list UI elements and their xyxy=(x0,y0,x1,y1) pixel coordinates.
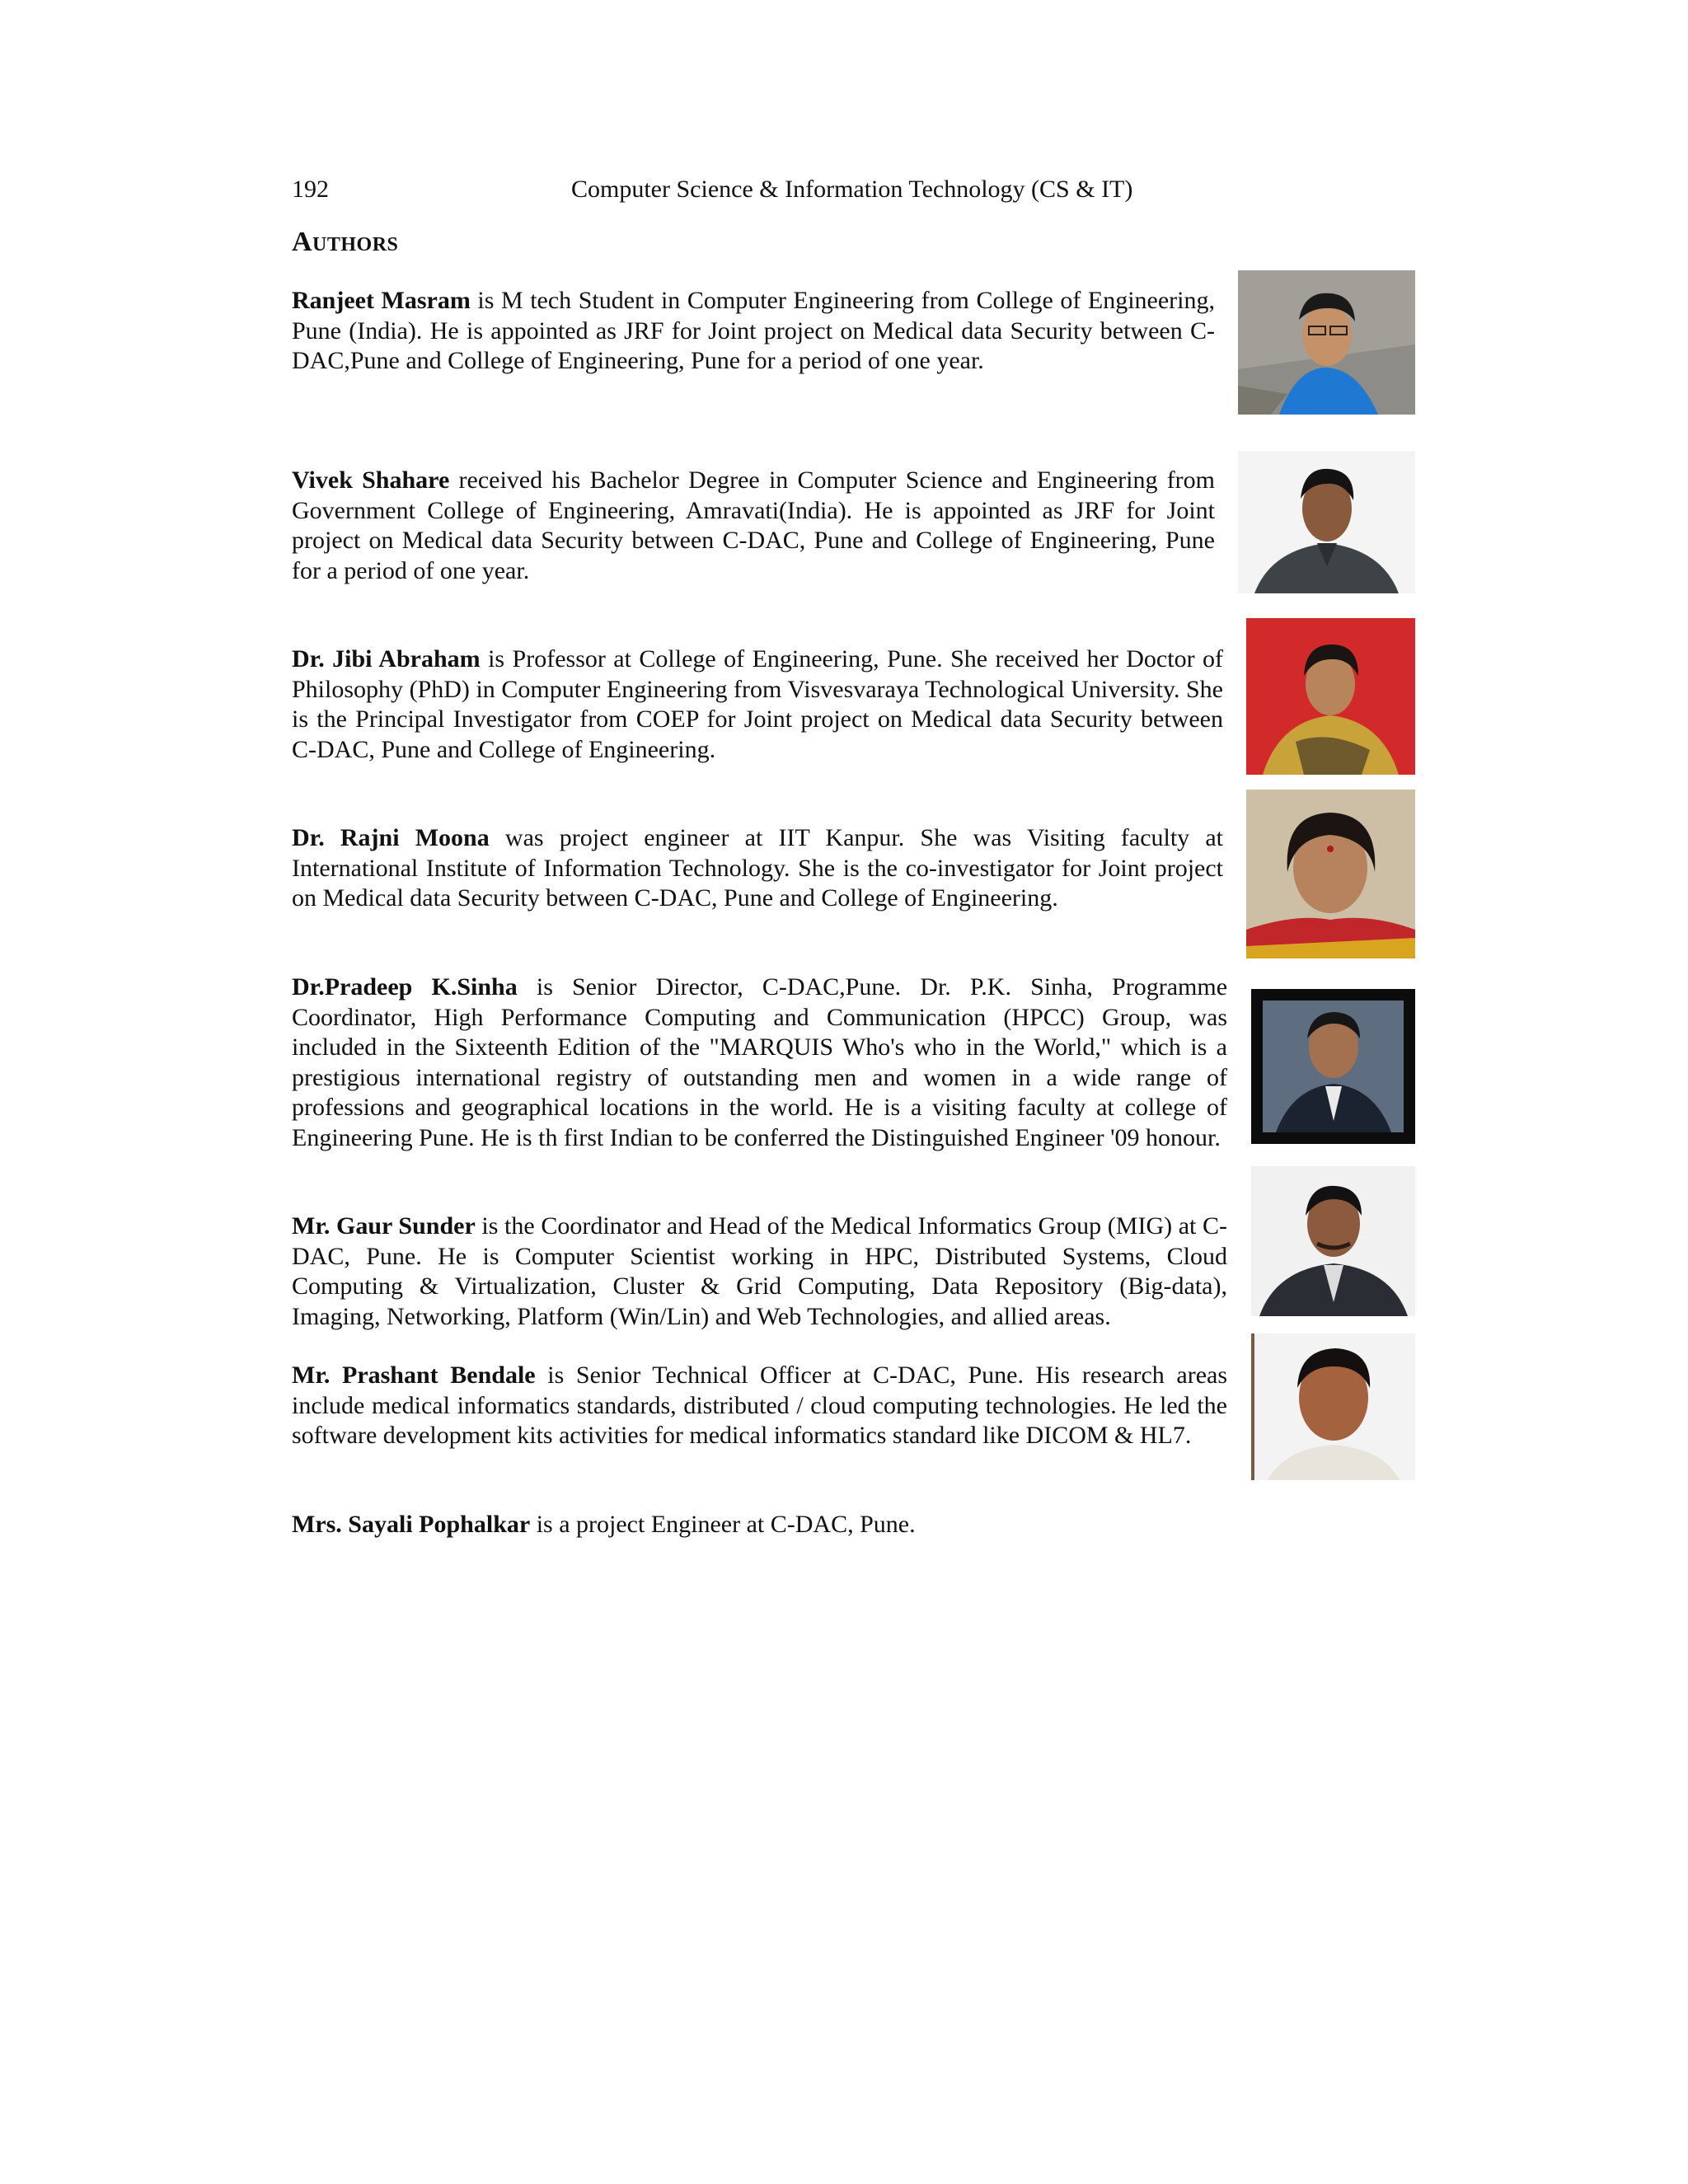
author-name: Ranjeet Masram xyxy=(292,287,471,314)
author-bio-text: is Senior Technical Officer at C-DAC, Pune. His research areas include medical informatics standards, distributed / cloud computing technologies. He led the software development kits activities for medical informatics standard like DICOM & HL7. xyxy=(292,1361,1227,1449)
author-bio-pradeep-sinha xyxy=(292,972,1227,1153)
section-heading: Authors xyxy=(292,227,399,257)
author-name: Dr. Rajni Moona xyxy=(292,824,490,851)
author-bio-prashant-bendale xyxy=(292,1361,1227,1451)
author-photo-prashant-bendale xyxy=(1251,1333,1415,1480)
author-name: Dr. Jibi Abraham xyxy=(292,645,481,673)
author-bio-ranjeet-masram xyxy=(292,286,1215,377)
journal-title: Computer Science & Information Technology (CS & IT) xyxy=(571,176,1133,203)
author-photo-pradeep-sinha xyxy=(1251,989,1415,1144)
page-number: 192 xyxy=(292,176,329,203)
author-name: Dr.Pradeep K.Sinha xyxy=(292,973,518,1001)
author-photo-gaur-sunder xyxy=(1251,1166,1415,1316)
author-photo-vivek-shahare xyxy=(1238,451,1415,593)
author-bio-text: is Professor at College of Engineering, Pune. She received her Doctor of Philosophy (PhD) in Computer Engineering from Visvesvaraya Technological University. She is the Principal Investigator from COEP for Joint project on Medical data Security between C-DAC, Pune and College of Engineering. xyxy=(292,645,1224,763)
author-name: Mr. Gaur Sunder xyxy=(292,1212,476,1240)
author-bio-vivek-shahare xyxy=(292,466,1215,586)
author-bio-jibi-abraham xyxy=(292,644,1223,765)
author-bio-rajni-moona xyxy=(292,823,1223,914)
author-bio-text: is Senior Director, C-DAC,Pune. Dr. P.K. Sinha, Programme Coordinator, High Performance Computing and Communication (HPCC) Group, was included in the Sixteenth Edition of the "MARQUIS Who's who in the World," which is a prestigious international registry of outstanding men and women in a wide range of professions and geographical locations in the world. He is a visiting faculty at college of Engineering Pune. He is th first Indian to be conferred the Distinguished Engineer '09 honour. xyxy=(292,973,1228,1151)
author-bio-gaur-sunder xyxy=(292,1212,1227,1332)
author-photo-jibi-abraham xyxy=(1246,618,1415,775)
author-photo-ranjeet-masram xyxy=(1238,270,1415,415)
author-name: Mrs. Sayali Pophalkar xyxy=(292,1511,531,1538)
author-bio-text: is a project Engineer at C-DAC, Pune. xyxy=(530,1511,916,1538)
author-bio-text: received his Bachelor Degree in Computer Science and Engineering from Government College of Engineering, Amravati(India). He is appointed as JRF for Joint project on Medical data Security between C-DAC, Pune and College of Engineering, Pune for a period of one year. xyxy=(292,466,1216,584)
author-name: Vivek Shahare xyxy=(292,466,450,494)
author-bio-sayali-pophalkar xyxy=(292,1510,1227,1540)
author-photo-rajni-moona xyxy=(1246,790,1415,958)
author-bio-text: is M tech Student in Computer Engineering from College of Engineering, Pune (India). He is appointed as JRF for Joint project on Medical data Security between C-DAC,Pune and College of Engineering, Pune for a period of one year. xyxy=(292,287,1215,374)
author-name: Mr. Prashant Bendale xyxy=(292,1361,536,1389)
author-bio-text: was project engineer at IIT Kanpur. She was Visiting faculty at International Institute of Information Technology. She is the co-investigator for Joint project on Medical data Security between C-DAC, Pune and College of Engineering. xyxy=(292,824,1223,912)
author-bio-text: is the Coordinator and Head of the Medical Informatics Group (MIG) at C-DAC, Pune. He is Computer Scientist working in HPC, Distributed Systems, Cloud Computing & Virtualization, Cluster & Grid Computing, Data Repository (Big-data), Imaging, Networking, Platform (Win/Lin) and Web Technologies, and allied areas. xyxy=(292,1212,1227,1330)
